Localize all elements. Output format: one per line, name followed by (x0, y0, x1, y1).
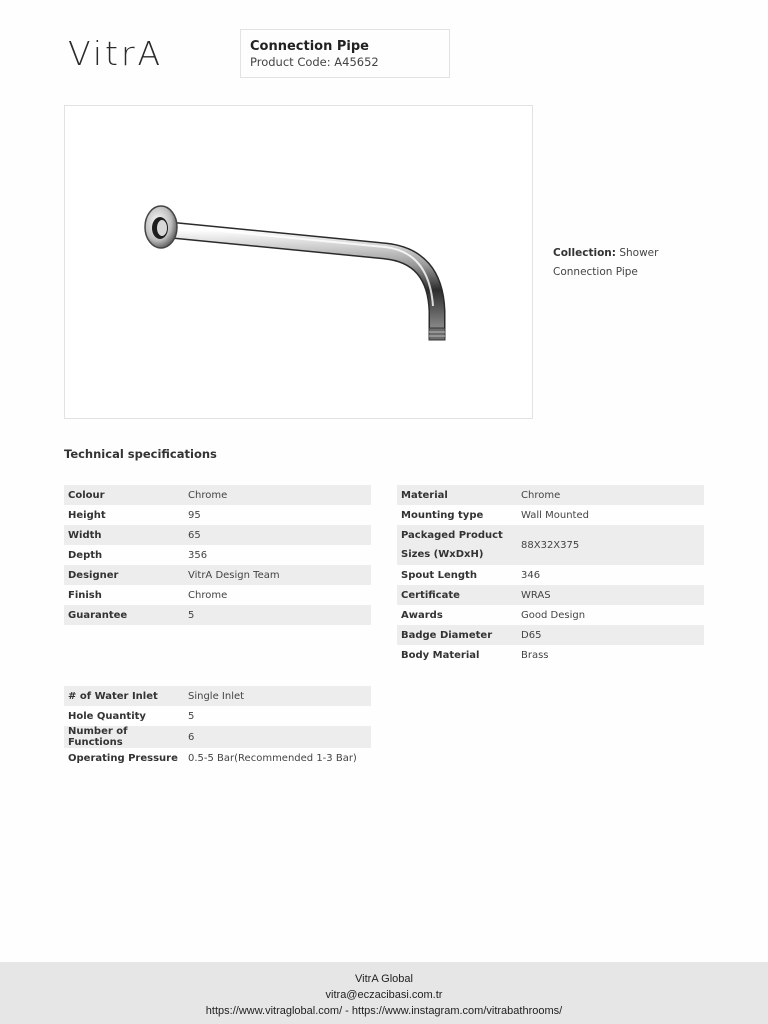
spec-key: Awards (401, 609, 443, 621)
spec-value: Chrome (517, 485, 704, 505)
product-code (250, 55, 440, 70)
product-title-box (240, 29, 450, 78)
spec-value: 346 (521, 569, 541, 581)
table-row (64, 686, 371, 706)
spec-value: 88X32X375 (517, 525, 704, 565)
table-row (64, 726, 371, 748)
footer-email[interactable]: vitra@eczacibasi.com.tr (325, 989, 443, 1001)
spec-key: Badge Diameter (397, 625, 517, 645)
spec-table-left (64, 485, 371, 625)
table-row (397, 585, 704, 605)
spec-value: 5 (188, 710, 195, 722)
collection-label: Collection: (553, 247, 616, 259)
spec-key: Colour (64, 485, 184, 505)
footer (0, 962, 768, 1024)
vitra-logo: VitrA (68, 34, 164, 73)
spec-key: # of Water Inlet (64, 686, 184, 706)
spec-key: Operating Pressure (68, 752, 178, 764)
spec-value: 6 (184, 726, 371, 748)
spec-key: Guarantee (64, 605, 184, 625)
product-name: Connection Pipe (250, 39, 369, 54)
footer-company: VitrA Global (355, 973, 413, 985)
table-row (64, 706, 371, 726)
product-image (64, 105, 533, 419)
spec-table-right (397, 485, 704, 665)
spec-key: Designer (64, 565, 184, 585)
spec-value: D65 (517, 625, 704, 645)
spec-value: 5 (184, 605, 371, 625)
spec-value: VitrA Design Team (184, 565, 371, 585)
spec-key: Hole Quantity (68, 710, 146, 722)
table-row (64, 605, 371, 625)
spec-key: Material (397, 485, 517, 505)
spec-value: 95 (188, 509, 201, 521)
spec-value: 0.5-5 Bar(Recommended 1-3 Bar) (188, 752, 357, 764)
table-row (397, 485, 704, 505)
spec-table-extra (64, 686, 371, 768)
spec-value: Chrome (184, 485, 371, 505)
table-row (64, 525, 371, 545)
table-row (64, 545, 371, 565)
spec-key: Height (68, 509, 106, 521)
spec-key: Finish (68, 589, 102, 601)
table-row (64, 565, 371, 585)
spec-key: Certificate (397, 585, 517, 605)
collection-value: Shower Connection Pipe (553, 247, 659, 278)
table-row (64, 505, 371, 525)
technical-specifications-title: Technical specifications (64, 447, 217, 461)
table-row (397, 565, 704, 585)
spec-value: Wall Mounted (521, 509, 589, 521)
spec-value: Single Inlet (184, 686, 371, 706)
table-row (64, 485, 371, 505)
footer-links[interactable]: https://www.vitraglobal.com/ - https://www.instagram.com/vitrabathrooms/ (205, 1005, 563, 1017)
spec-key: Spout Length (401, 569, 477, 581)
spec-value: WRAS (517, 585, 704, 605)
table-row (397, 505, 704, 525)
product-code-value: A45652 (334, 55, 379, 69)
table-row (64, 748, 371, 768)
spec-key: Body Material (401, 649, 480, 661)
collection-info (553, 244, 693, 282)
spec-key: Width (64, 525, 184, 545)
table-row (397, 605, 704, 625)
table-row (397, 645, 704, 665)
spec-key: Packaged Product Sizes (WxDxH) (397, 525, 517, 565)
connection-pipe-illustration (65, 106, 532, 418)
spec-value: 65 (184, 525, 371, 545)
spec-key: Depth (68, 549, 103, 561)
spec-value: Good Design (521, 609, 586, 621)
spec-value: 356 (188, 549, 208, 561)
spec-key: Number of Functions (64, 726, 184, 748)
spec-value: Chrome (188, 589, 228, 601)
product-code-label: Product Code: (250, 55, 331, 69)
table-row (64, 585, 371, 605)
table-row (397, 525, 704, 565)
table-row (397, 625, 704, 645)
spec-value: Brass (521, 649, 549, 661)
spec-key: Mounting type (401, 509, 484, 521)
